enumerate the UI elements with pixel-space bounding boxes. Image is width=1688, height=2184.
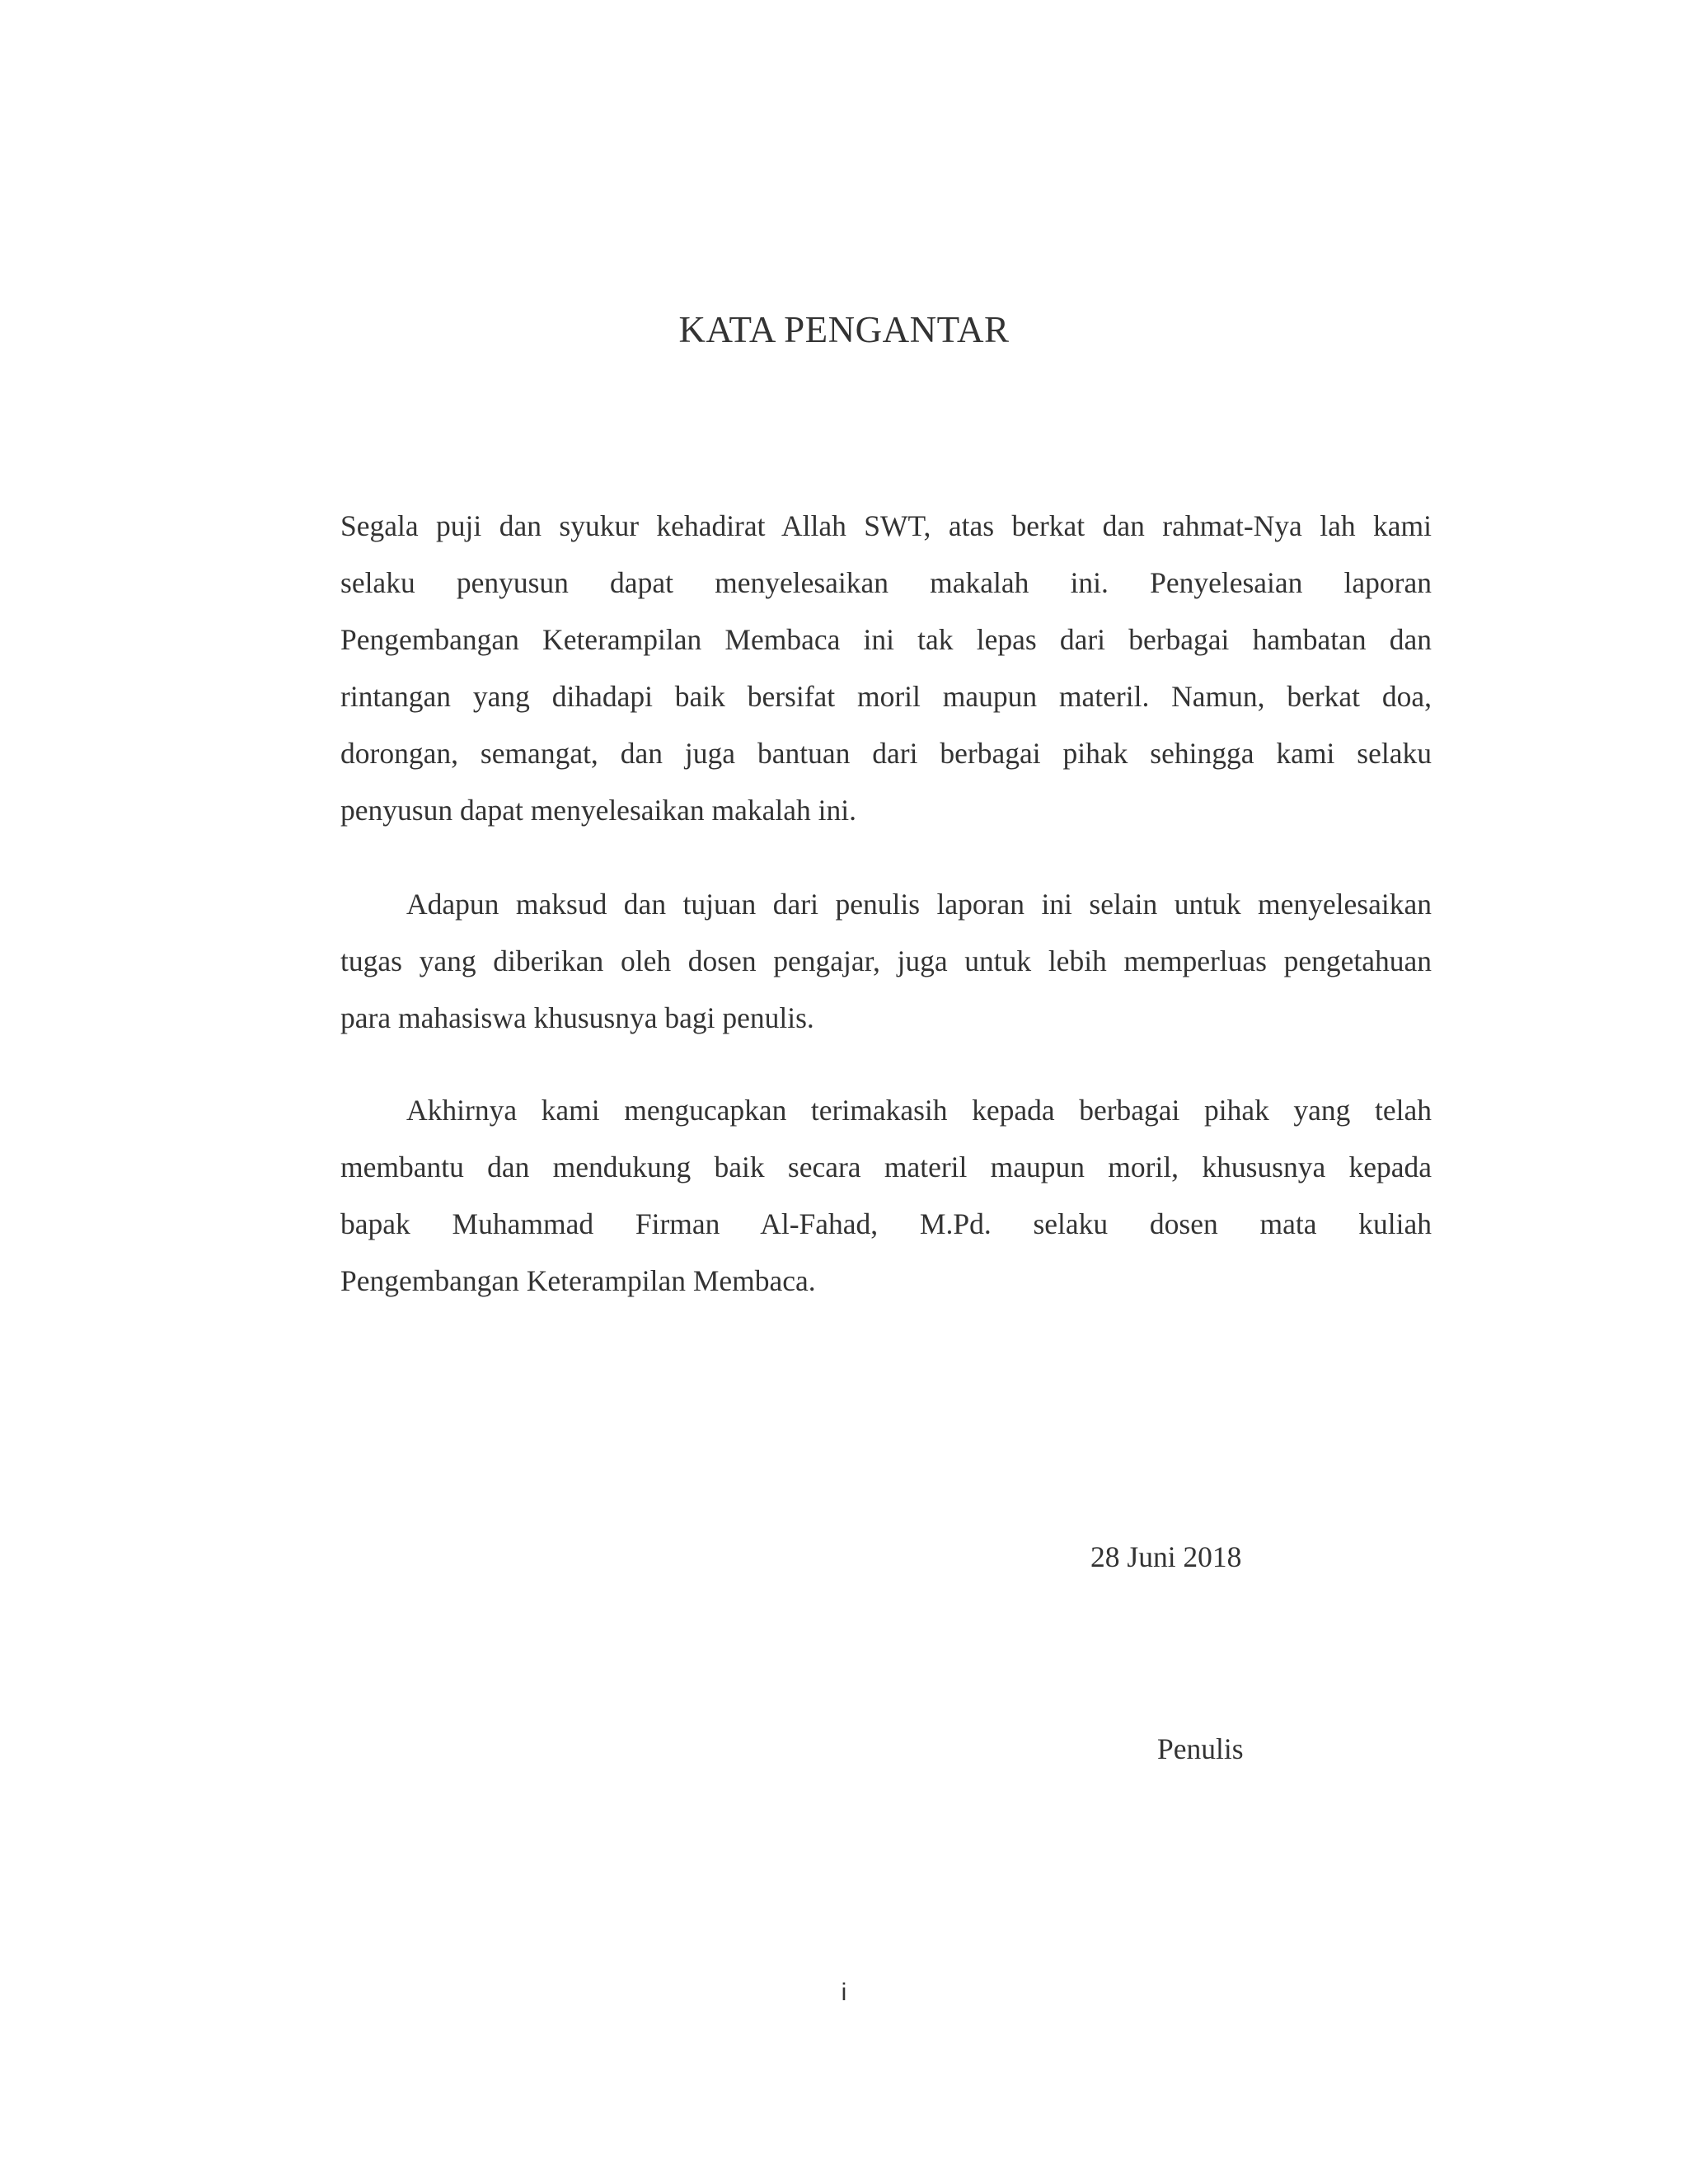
paragraph-line: para mahasiswa khususnya bagi penulis. <box>340 1001 814 1034</box>
paragraph-line: Akhirnya kami mengucapkan terimakasih kepada berbagai pihak yang telah <box>406 1094 1432 1127</box>
paragraph-line: Pengembangan Keterampilan Membaca ini tak lepas dari berbagai hambatan dan <box>340 623 1432 656</box>
paragraph-2 <box>340 876 1432 1047</box>
paragraph-line: Pengembangan Keterampilan Membaca. <box>340 1264 816 1297</box>
paragraph-line: dorongan, semangat, dan juga bantuan dari berbagai pihak sehingga kami selaku <box>340 737 1432 770</box>
paragraph-line: tugas yang diberikan oleh dosen pengajar, juga untuk lebih memperluas pengetahuan <box>340 944 1432 977</box>
paragraph-line: Adapun maksud dan tujuan dari penulis laporan ini selain untuk menyelesaikan <box>406 888 1432 921</box>
paragraph-line: bapak Muhammad Firman Al-Fahad, M.Pd. selaku dosen mata kuliah <box>340 1207 1432 1240</box>
paragraph-3 <box>340 1082 1432 1310</box>
paragraph-line: Segala puji dan syukur kehadirat Allah SWT, atas berkat dan rahmat-Nya lah kami <box>340 509 1432 542</box>
paragraph-1 <box>340 498 1432 839</box>
page-title: KATA PENGANTAR <box>678 309 1010 350</box>
paragraph-line: selaku penyusun dapat menyelesaikan makalah ini. Penyelesaian laporan <box>340 566 1432 599</box>
paragraph-line: penyusun dapat menyelesaikan makalah ini. <box>340 794 856 827</box>
signature-label: Penulis <box>1157 1732 1244 1765</box>
document-date: 28 Juni 2018 <box>1090 1540 1242 1573</box>
page-number: i <box>841 1979 847 2006</box>
paragraph-line: rintangan yang dihadapi baik bersifat moril maupun materil. Namun, berkat doa, <box>340 680 1432 713</box>
paragraph-line: membantu dan mendukung baik secara materil maupun moril, khususnya kepada <box>340 1151 1432 1183</box>
